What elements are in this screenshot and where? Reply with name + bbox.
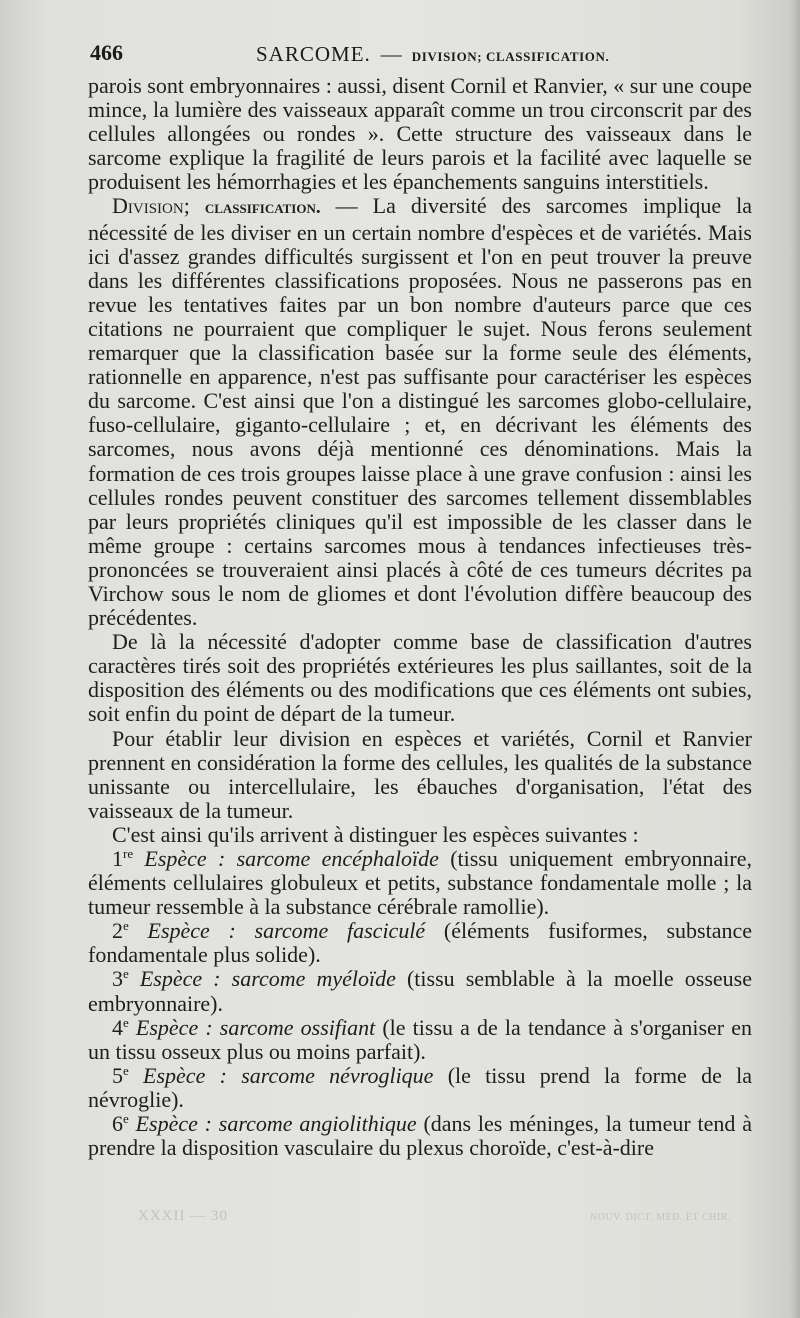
running-head-dash: — <box>380 42 402 66</box>
species-description: (tissu uniquement embryonnaire, éléments cellulaires globuleux et petits, substance fondamentale molle ; la tumeur ressemble à la substance cérébrale ramollie). <box>88 846 752 920</box>
species-item <box>88 1064 752 1112</box>
running-head-subtitle: DIVISION; CLASSIFICATION. <box>411 49 610 64</box>
species-number: 1 <box>112 846 123 871</box>
paragraph-division <box>88 194 752 630</box>
species-item <box>88 919 752 967</box>
page-edge-shadow <box>790 0 800 1318</box>
paragraph-vessels: parois sont embryonnaires : aussi, disent Cornil et Ranvier, « sur une coupe mince, la lumière des vaisseaux apparaît comme un trou circonscrit par des cellules allongées ou rondes ». Cette structure des vaisseaux dans le sarcome explique la fragilité de leurs parois et la facilité avec laquelle se produisent les hémorrhagies et les épanchements sanguins interstitiels. <box>88 73 752 195</box>
page-number: 466 <box>90 40 123 65</box>
species-description: (dans les méninges, la tumeur tend à prendre la disposition vasculaire du plexus choroïde, c'est-à-dire <box>88 1111 752 1161</box>
species-label: Espèce : sarcome myéloïde <box>128 966 396 992</box>
bleed-through-signature: XXXII — 30 <box>138 1208 228 1224</box>
species-ordinal: e <box>123 1062 129 1078</box>
page-header <box>90 38 750 68</box>
species-description: (le tissu a de la tendance à s'organiser en un tissu osseux plus ou moins parfait). <box>88 1014 753 1064</box>
species-ordinal: e <box>123 918 129 934</box>
species-number: 5 <box>112 1062 123 1088</box>
species-label: Espèce : sarcome ossifiant <box>128 1014 376 1040</box>
species-description: (tissu semblable à la moelle osseuse embryonnaire). <box>88 966 753 1016</box>
paragraph-necessity: De là la nécessité d'adopter comme base de classification d'autres caractères tirés soit des propriétés extérieures les plus saillantes, soit de la disposition des éléments ou des modifications que ces éléments ont subies, soit enfin du point de départ de la tumeur. <box>88 629 752 727</box>
section-heading-separator: ; <box>183 193 205 219</box>
species-number: 4 <box>112 1014 123 1040</box>
species-label: Espèce : sarcome névroglique <box>128 1062 434 1088</box>
species-description: (éléments fusiformes, substance fondamentale plus solide). <box>88 918 752 968</box>
species-number: 2 <box>112 918 123 944</box>
species-ordinal: e <box>123 1111 129 1127</box>
running-head-title: SARCOME. <box>256 42 371 66</box>
species-item <box>88 1016 752 1064</box>
paragraph-cornil-ranvier: Pour établir leur division en espèces et variétés, Cornil et Ranvier prennent en considération la forme des cellules, les qualités de la substance unissante ou intercellulaire, les ébauches d'organisation, l'état des vaisseaux de la tumeur. <box>88 725 752 823</box>
species-number: 3 <box>112 966 123 992</box>
species-label: Espèce : sarcome angiolithique <box>128 1111 417 1137</box>
species-description: (le tissu prend la forme de la névroglie). <box>88 1062 752 1112</box>
species-item <box>88 967 752 1015</box>
paragraph-division-text: — La diversité des sarcomes implique la nécessité de les diviser en un certain nombre d'espèces et de variétés. Mais ici d'assez grandes difficultés surgissent et l'on en peut trouver la preuve dans les différentes classifications proposées. Nous ne passerons pas en revue les tentatives faites par un bon nombre d'auteurs parce que ces citations ne pourraient que compliquer le sujet. Nous ferons seulement remarquer que la classification basée sur la forme seule des éléments, rationnelle en apparence, n'est pas suffisante pour caractériser les espèces du sarcome. C'est ainsi que l'on a distingué les sarcomes globo-cellulaire, fuso-cellulaire, giganto-cellulaire ; et, en décrivant les éléments des sarcomes, nous avons déjà mentionné ces dénominations. Mais la formation de ces trois groupes laisse place à une grave confusion : ainsi les cellules rondes peuvent constituer des sarcomes tellement dissemblables par leurs propriétés cliniques qu'il est impossible de les classer dans le même groupe : certains sarcomes mous à tendances infectieuses très-prononcées se trouveraient ainsi placés à côté de ces tumeurs décrites pa Virchow sous le nom de gliomes et dont l'évolution diffère beaucoup des précédentes. <box>88 193 752 631</box>
species-label: Espèce : sarcome encéphaloïde <box>133 846 439 871</box>
species-ordinal: e <box>123 1014 129 1030</box>
bleed-through-imprint: NOUV. DICT. MÉD. ET CHIR. <box>590 1212 731 1223</box>
species-item <box>88 1112 752 1160</box>
species-ordinal: e <box>123 966 129 982</box>
species-ordinal: re <box>123 846 134 861</box>
species-number: 6 <box>112 1111 123 1137</box>
page-body <box>88 74 752 1160</box>
section-heading-division: Division <box>112 193 184 219</box>
species-label: Espèce : sarcome fasciculé <box>128 918 426 944</box>
running-head <box>256 42 609 67</box>
paragraph-species-intro: C'est ainsi qu'ils arrivent à distinguer les espèces suivantes : <box>112 821 639 847</box>
section-heading-classification: classification. <box>204 197 321 219</box>
species-item <box>88 847 752 919</box>
